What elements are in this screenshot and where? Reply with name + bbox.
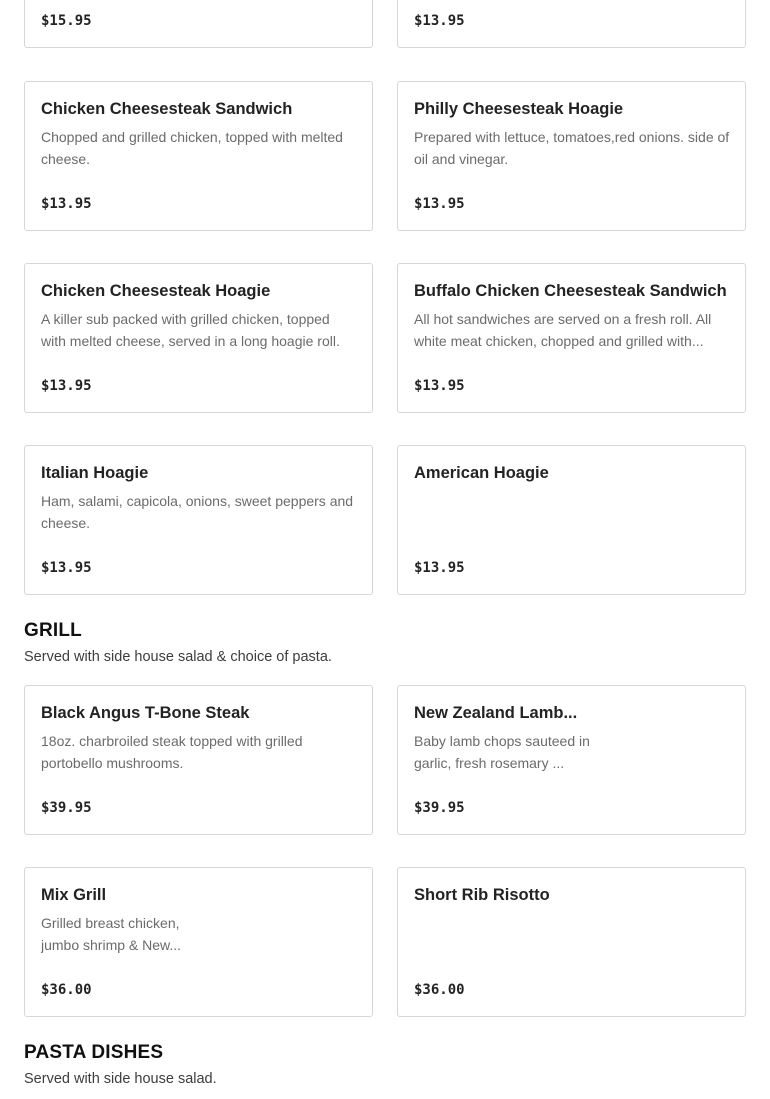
item-price: $39.95 — [414, 800, 465, 816]
menu-item-card[interactable] — [24, 81, 373, 231]
menu-item-card[interactable] — [24, 445, 373, 595]
section-title-grill: GRILL — [24, 620, 82, 641]
item-price: $13.95 — [41, 560, 92, 576]
menu-item-card[interactable] — [24, 0, 373, 48]
item-price: $13.95 — [414, 560, 465, 576]
item-price: $13.95 — [414, 196, 465, 212]
item-name: New Zealand Lamb... — [414, 704, 578, 722]
item-price: $36.00 — [414, 982, 465, 998]
item-name: Chicken Cheesesteak Sandwich — [41, 100, 293, 118]
menu-item-card[interactable] — [397, 81, 746, 231]
menu-item-card[interactable] — [397, 685, 746, 835]
item-price: $36.00 — [41, 982, 92, 998]
item-description: 18oz. charbroiled steak topped with grilled portobello mushrooms. — [41, 733, 303, 771]
menu-item-card[interactable] — [24, 685, 373, 835]
item-price: $13.95 — [414, 378, 465, 394]
section-title-pasta: PASTA DISHES — [24, 1042, 164, 1063]
section-subtitle-pasta: Served with side house salad. — [24, 1071, 217, 1087]
item-name: Italian Hoagie — [41, 464, 149, 482]
item-description: Grilled breast chicken, jumbo shrimp & New... — [41, 915, 182, 953]
item-price: $13.95 — [41, 196, 92, 212]
item-name: Black Angus T-Bone Steak — [41, 704, 250, 722]
item-description: A killer sub packed with grilled chicken, topped with melted cheese, served in a long hoagie roll. — [41, 311, 340, 349]
item-name: Short Rib Risotto — [414, 886, 550, 904]
item-name: Philly Cheesesteak Hoagie — [414, 100, 624, 118]
item-name: Buffalo Chicken Cheesesteak Sandwich — [414, 282, 727, 300]
menu-item-card[interactable] — [24, 867, 373, 1017]
item-name: Mix Grill — [41, 886, 107, 904]
item-description: Baby lamb chops sauteed in garlic, fresh rosemary ... — [414, 733, 590, 771]
item-price: $39.95 — [41, 800, 92, 816]
item-name: American Hoagie — [414, 464, 549, 482]
section-subtitle-grill: Served with side house salad & choice of pasta. — [24, 649, 332, 665]
item-description: Prepared with lettuce, tomatoes,red onions. side of oil and vinegar. — [414, 129, 730, 167]
menu-item-card[interactable] — [397, 867, 746, 1017]
item-description: All hot sandwiches are served on a fresh roll. All white meat chicken, chopped and grilled with... — [414, 311, 712, 349]
item-description: Chopped and grilled chicken, topped with melted cheese. — [41, 129, 343, 167]
menu-item-card[interactable] — [24, 263, 373, 413]
item-name: Chicken Cheesesteak Hoagie — [41, 282, 271, 300]
item-price: $13.95 — [414, 13, 465, 29]
menu-item-card[interactable] — [397, 445, 746, 595]
item-price: $13.95 — [41, 378, 92, 394]
menu-item-card[interactable] — [397, 0, 746, 48]
item-description: Ham, salami, capicola, onions, sweet peppers and cheese. — [41, 493, 354, 531]
item-price: $15.95 — [41, 13, 92, 29]
menu-item-card[interactable] — [397, 263, 746, 413]
